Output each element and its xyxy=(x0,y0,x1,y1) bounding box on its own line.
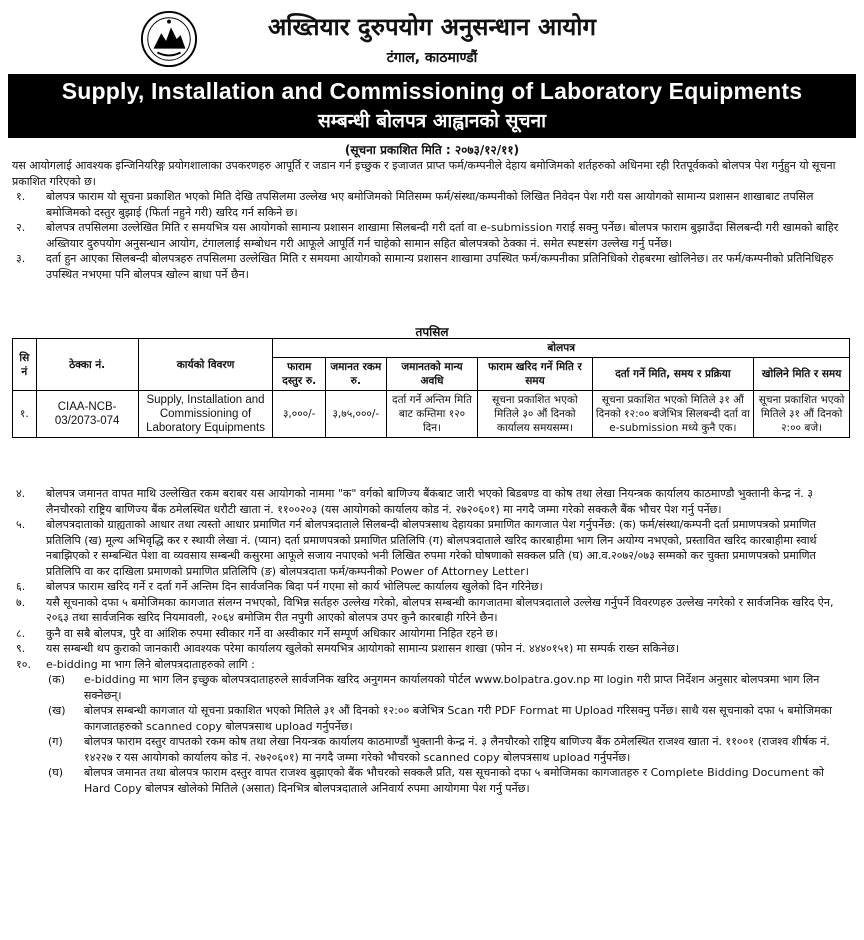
item-text: बोलपत्र तपसिलमा उल्लेखित मिति र समयभित्र यस आयोगको सामान्य प्रशासन शाखामा सिलबन्दी गरी दर्ता वा e-submission गराई सक्नु पर्नेछ। बोलपत्र फाराम बुझाउँदा सिलबन्दी गरी खामको बाहिर अख्तियार दुरुपयोग अनुसन्धान आयोग, टंगाललाई सम्बोधन गरी आफूले आपूर्ति गर्न चाहेको सामान सहित बोलपत्रको ठेक्का नं. समेत स्पष्टसंग उल्लेख गर्नु पर्नेछ। xyxy=(46,221,839,250)
ebidding-subitem xyxy=(48,765,852,796)
item-text: दर्ता हुन आएका सिलबन्दी बोलपत्रहरु तपसिलमा उल्लेखित मिति र समयमा आयोगको सामान्य प्रशासन शाखामा उपस्थित फर्म/कम्पनीका प्रतिनिधिको रोहबरमा खोलिनेछ। तर फर्म/कम्पनीको प्रतिनिधिहरु उपस्थित नभएमा पनि बोलपत्र खोल्न बाधा पर्ने छैन। xyxy=(46,252,834,281)
schedule-title: तपसिल xyxy=(415,325,449,339)
cell-description: Supply, Installation and Commissioning of Laboratory Equipments xyxy=(138,391,273,438)
subitem-text: e-bidding मा भाग लिन इच्छुक बोलपत्रदाताहरुले सार्वजनिक खरिद अनुगमन कार्यालयको पोर्टल www.bolpatra.gov.np मा login गरी प्राप्त निर्देशन अनुसार बोलपत्रमा भाग लिन सक्नेछन्। xyxy=(84,673,820,702)
header-description: कार्यको विवरण xyxy=(138,339,273,391)
header-bid-group: बोलपत्र xyxy=(273,339,850,358)
cell-submission: सूचना प्रकाशित भएको मितिले ३१ औं दिनको १२:०० बजेभित्र सिलबन्दी दर्ता वा e-submission मध्ये कुनै एक। xyxy=(592,391,754,438)
header-contract-no: ठेक्का नं. xyxy=(36,339,138,391)
item-text: बोलपत्रदाताको ग्राह्यताको आधार तथा त्यस्तो आधार प्रमाणित गर्न बोलपत्रदाताले सिलबन्दी बोलपत्रसाथ देहायका प्रमाणित कागजात पेश गर्नुपर्नेछ: (क) फर्म/संस्था/कम्पनी दर्ता प्रमाणपत्रको प्रमाणित प्रतिलिपि (ख) मूल्य अभिवृद्धि कर र स्थायी लेखा नं. (प्यान) दर्ता प्रमाणपत्रको प्रमाणित प्रतिलिपि (ग) बोलपत्रदाताले खरिद कारबाहीमा भाग लिन अयोग्य नभएको, प्रस्तावित खरिद कारबाहीमा स्वार्थ नबाझिएको र सम्बन्धित पेशा वा व्यवसाय सम्बन्धी कसुरमा आफूले सजाय नपाएको भनी लिखित रुपमा गरेको घोषणाको सक्कल प्रति (घ) आ.व.२०७२/०७३ सम्मको कर चुक्ता प्रमाणपत्रको प्रमाणित प्रतिलिपि वा कर दाखिला प्रमाणको प्रमाणित प्रतिलिपि (ङ) बोलपत्रदाता फर्म/कम्पनीको Power of Attorney Letter। xyxy=(46,518,817,578)
list-item xyxy=(12,641,852,657)
item-text: बोलपत्र जमानत वापत माथि उल्लेखित रकम बराबर यस आयोगको नाममा "क" वर्गको बाणिज्य बैंकबाट जारी भएको बिडबण्ड वा कोष तथा लेखा नियन्त्रक कार्यालय काठमाण्डौ भुक्तानी केन्द्र नं. ३ लैनचौरको राष्ट्रिय बाणिज्य बैंक ठमेलस्थित धरौटी खाता नं. ११००२०३ (यस आयोगको कार्यालय कोड नं. २७२०६०१) मा नगदै जम्मा गरेको सक्कलै बैंक भौचर पेश गर्नु पर्नेछ। xyxy=(46,487,814,516)
item-number: २. xyxy=(16,221,26,234)
subitem-label: (घ) xyxy=(48,766,64,779)
list-item xyxy=(12,486,852,517)
title-banner xyxy=(8,74,856,138)
subitem-text: बोलपत्र सम्बन्धी कागजात यो सूचना प्रकाशित भएको मितिले ३१ औं दिनको १२:०० बजेभित्र Scan गरी PDF Format मा Upload गरिसक्नु पर्नेछ। साथै यस सूचनाको दफा ५ बमोजिमका कागजातहरुको scanned copy बोलपत्रसाथ upload गर्नुपर्नेछ। xyxy=(84,704,832,733)
item-text: कुनै वा सबै बोलपत्र, पुरै वा आंशिक रुपमा स्वीकार गर्ने वा अस्वीकार गर्ने सम्पूर्ण अधिकार आयोगमा निहित रहने छ। xyxy=(46,626,498,640)
subitem-text: बोलपत्र फाराम दस्तुर वापतको रकम कोष तथा लेखा नियन्त्रक कार्यालय काठमाण्डौं भुक्तानी केन्द्र नं. ३ लैनचौरको राष्ट्रिय बाणिज्य बैंक ठमेलस्थित राजश्व खाता नं. ११००१ (राजश्व शीर्षक नं. १४२२७ र यस आयोगको कार्यालय कोड नं. २७२०६०१) मा नगदै जम्मा गरेको भौचरको scanned copy बोलपत्रसाथ upload गर्नुपर्नेछ। xyxy=(84,735,830,764)
cell-validity: दर्ता गर्ने अन्तिम मिति बाट कम्तिमा १२० दिन। xyxy=(386,391,478,438)
item-text: यसै सूचनाको दफा ५ बमोजिमका कागजात संलग्न नभएको, विभिन्न सर्तहरु उल्लेख गरेको, बोलपत्र सम्बन्धी कागजातमा बोलपत्रदाताले उल्लेख गर्नुपर्ने विवरणहरु उल्लेख नगरेको र सार्वजनिक खरिद ऐन, २०६३ तथा सार्वजनिक खरिद नियमावली, २०६४ बमोजिम रीत नपुगी आएको बोलपत्र उपर कुनै कारबाही गरिने छैन। xyxy=(46,595,834,624)
subitem-label: (ख) xyxy=(48,704,66,717)
notice-body-top xyxy=(12,158,852,282)
subitem-label: (क) xyxy=(48,673,66,686)
list-item xyxy=(12,517,852,579)
ebidding-subitem xyxy=(48,734,852,765)
item-number: ७. xyxy=(16,595,26,609)
header xyxy=(0,4,864,74)
list-item xyxy=(12,220,852,251)
table-row xyxy=(13,391,850,438)
list-item xyxy=(12,626,852,642)
title-nepali: सम्बन्धी बोलपत्र आह्वानको सूचना xyxy=(317,110,547,132)
item-text: यस सम्बन्धी थप कुराको जानकारी आवश्यक परेमा कार्यालय खुलेको समयभित्र आयोगको सामान्य प्रशासन शाखा (फोन नं. ४४४०१५१) मा सम्पर्क राख्न सकिनेछ। xyxy=(46,642,680,655)
ebidding-subitem xyxy=(48,703,852,734)
header-sn: सि नं xyxy=(13,339,37,391)
cell-sn: १. xyxy=(13,391,37,438)
cell-opening: सूचना प्रकाशित भएको मितिले ३१ औं दिनको २:०० बजे। xyxy=(754,391,850,438)
header-purchase-time: फाराम खरिद गर्ने मिति र समय xyxy=(478,358,592,391)
notice-body-bottom xyxy=(12,486,852,796)
subitem-label: (ग) xyxy=(48,735,63,748)
item-number: ५. xyxy=(16,518,26,531)
item-number: ४. xyxy=(16,487,26,500)
item-number: ८. xyxy=(16,626,26,640)
cell-purchase-time: सूचना प्रकाशित भएको मितिले ३० औं दिनको कार्यालय समयसम्म। xyxy=(478,391,592,438)
item-text: e-bidding मा भाग लिने बोलपत्रदाताहरुको लागि : xyxy=(46,657,255,671)
list-item xyxy=(12,251,852,282)
title-english: Supply, Installation and Commissioning of Laboratory Equipments xyxy=(61,78,803,104)
cell-bid-security: ३,७५,०००/- xyxy=(325,391,386,438)
header-bid-security: जमानत रकम रु. xyxy=(325,358,386,391)
header-submission: दर्ता गर्ने मिति, समय र प्रक्रिया xyxy=(592,358,754,391)
schedule-table xyxy=(12,338,850,438)
ebidding-subitem xyxy=(48,672,852,703)
item-text: बोलपत्र फाराम खरिद गर्ने र दर्ता गर्ने अन्तिम दिन सार्वजनिक बिदा पर्न गएमा सो कार्य भोलिपल्ट कार्यालय खुलेको दिन गरिनेछ। xyxy=(46,580,543,593)
item-number: ३. xyxy=(16,252,26,265)
item-number: १. xyxy=(16,190,26,203)
list-item xyxy=(12,657,852,673)
header-form-fee: फाराम दस्तुर रु. xyxy=(273,358,326,391)
cell-contract-no: CIAA-NCB-03/2073-074 xyxy=(36,391,138,438)
subitem-text: बोलपत्र जमानत तथा बोलपत्र फाराम दस्तुर वापत राजश्व बुझाएको बैंक भौचरको सक्कलै प्रति, यस सूचनाको दफा ५ बमोजिमका कागजातहरु र Complete Bidding Document को Hard Copy बोलपत्र खोलेको मितिले (असात) दिनभित्र बोलपत्रदाताले अनिवार्य रुपमा आयोगमा पेश गर्नु पर्नेछ। xyxy=(84,766,824,795)
item-number: १०. xyxy=(16,657,31,671)
intro-paragraph: यस आयोगलाई आवश्यक इन्जिनियरिङ्ग प्रयोगशालाका उपकरणहरु आपूर्ति र जडान गर्न इच्छुक र इजाजत प्राप्त फर्म/कम्पनीले देहाय बमोजिमको शर्तहरुको अधिनमा रही रितपूर्वकको बोलपत्र पेश गर्नुहुन यो सूचना प्रकाशित गरिएको छ। xyxy=(12,159,836,188)
list-item xyxy=(12,189,852,220)
publication-date: (सूचना प्रकाशित मिति : २०७३/१२/११) xyxy=(344,143,520,157)
list-item xyxy=(12,595,852,626)
list-item xyxy=(12,579,852,595)
item-number: ९. xyxy=(16,642,26,655)
item-text: बोलपत्र फाराम यो सूचना प्रकाशित भएको मिति देखि तपसिलमा उल्लेख भए बमोजिमको मितिसम्म फर्म/संस्था/कम्पनीको लिखित निवेदन पेश गरी यस आयोगको सामान्य प्रशासन शाखाबाट तपसिल बमोजिमको दस्तुर बुझाई (फिर्ता नहुने गरी) खरिद गर्न सकिने छ। xyxy=(46,190,814,219)
header-validity: जमानतको मान्य अवधि xyxy=(386,358,478,391)
item-number: ६. xyxy=(16,580,26,593)
header-opening: खोलिने मिति र समय xyxy=(754,358,850,391)
cell-form-fee: ३,०००/- xyxy=(273,391,326,438)
organization-name: अख्तियार दुरुपयोग अनुसन्धान आयोग xyxy=(267,13,597,41)
organization-address: टंगाल, काठमाण्डौं xyxy=(386,50,478,66)
